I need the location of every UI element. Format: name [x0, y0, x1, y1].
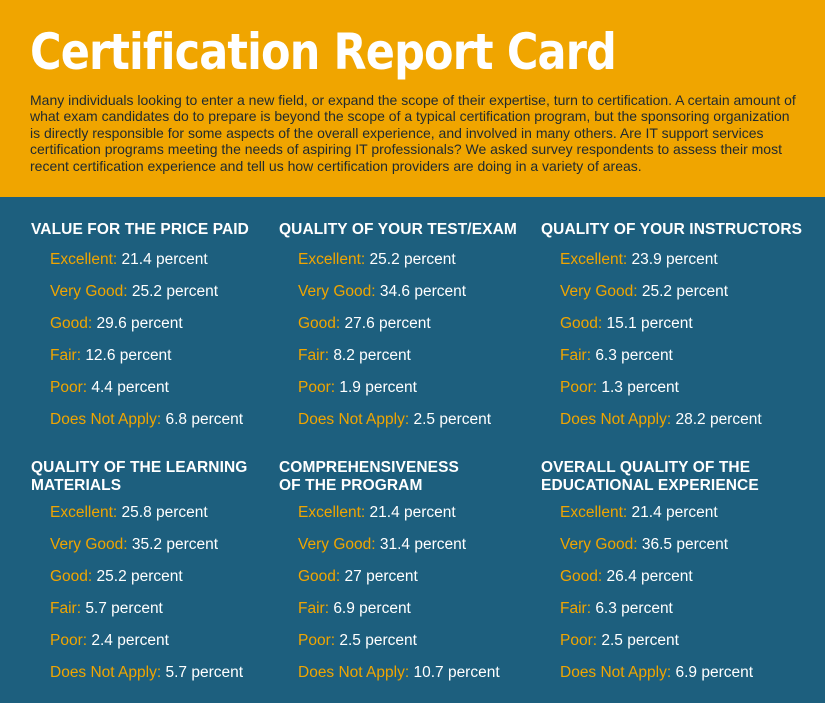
panel-heading	[31, 459, 321, 495]
header-banner	[0, 0, 825, 197]
rating-value: 25.2 percent	[131, 283, 219, 300]
survey-panel	[31, 221, 321, 428]
panel-heading	[279, 221, 569, 239]
rating-value: 2.5 percent	[601, 632, 679, 649]
rating-label: Fair:	[50, 600, 81, 617]
rating-row	[50, 282, 218, 302]
survey-panel	[31, 459, 321, 681]
rating-label: Excellent:	[560, 251, 628, 268]
rating-value: 26.4 percent	[606, 568, 693, 585]
rating-value: 2.5 percent	[413, 411, 492, 428]
rating-label: Very Good:	[560, 536, 638, 553]
rating-value: 25.8 percent	[121, 504, 208, 521]
rating-value: 1.3 percent	[601, 379, 679, 396]
page-title: Certification Report Card	[30, 23, 616, 81]
rating-value: 10.7 percent	[413, 664, 500, 681]
panel-heading	[31, 221, 321, 239]
rating-label: Does Not Apply:	[298, 664, 410, 681]
rating-value: 25.2 percent	[641, 283, 729, 300]
rating-row	[560, 567, 693, 587]
rating-row	[50, 663, 243, 683]
rating-row	[50, 599, 163, 619]
rating-row	[298, 503, 456, 523]
rating-label: Very Good:	[50, 283, 128, 300]
panel-heading-line: EDUCATIONAL EXPERIENCE	[541, 477, 759, 494]
rating-label: Fair:	[298, 600, 329, 617]
rating-value: 6.8 percent	[165, 411, 244, 428]
rating-label: Poor:	[298, 632, 336, 649]
rating-label: Poor:	[50, 632, 88, 649]
rating-row	[560, 535, 728, 555]
panel-heading-line: QUALITY OF THE LEARNING	[31, 459, 248, 476]
rating-value: 1.9 percent	[339, 379, 417, 396]
rating-row	[560, 346, 673, 366]
rating-value: 36.5 percent	[641, 536, 729, 553]
rating-label: Poor:	[298, 379, 336, 396]
rating-value: 31.4 percent	[379, 536, 467, 553]
rating-row	[50, 410, 243, 430]
rating-value: 6.3 percent	[595, 347, 673, 364]
rating-row	[560, 503, 718, 523]
rating-label: Does Not Apply:	[560, 411, 672, 428]
rating-value: 6.3 percent	[595, 600, 673, 617]
rating-row	[298, 250, 456, 270]
rating-row	[560, 250, 718, 270]
rating-label: Very Good:	[560, 283, 638, 300]
rating-value: 34.6 percent	[379, 283, 467, 300]
panel-heading-line: QUALITY OF YOUR TEST/EXAM	[279, 221, 517, 238]
rating-value: 6.9 percent	[675, 664, 754, 681]
panel-heading	[541, 459, 825, 495]
rating-value: 29.6 percent	[96, 315, 183, 332]
rating-value: 21.4 percent	[121, 251, 208, 268]
rating-row	[560, 631, 679, 651]
rating-row	[298, 535, 466, 555]
rating-label: Does Not Apply:	[298, 411, 410, 428]
rating-label: Excellent:	[298, 504, 366, 521]
rating-row	[560, 663, 753, 683]
rating-row	[560, 282, 728, 302]
rating-label: Poor:	[50, 379, 88, 396]
rating-row	[50, 535, 218, 555]
rating-row	[298, 567, 418, 587]
rating-label: Does Not Apply:	[50, 411, 162, 428]
rating-value: 5.7 percent	[85, 600, 163, 617]
rating-value: 27.6 percent	[344, 315, 431, 332]
rating-label: Poor:	[560, 632, 598, 649]
rating-label: Excellent:	[50, 251, 118, 268]
rating-label: Fair:	[298, 347, 329, 364]
rating-row	[50, 250, 208, 270]
rating-label: Very Good:	[298, 283, 376, 300]
rating-label: Fair:	[50, 347, 81, 364]
rating-label: Good:	[560, 568, 603, 585]
rating-label: Poor:	[560, 379, 598, 396]
rating-label: Good:	[560, 315, 603, 332]
rating-label: Very Good:	[50, 536, 128, 553]
rating-value: 27 percent	[344, 568, 418, 585]
rating-label: Does Not Apply:	[560, 664, 672, 681]
rating-row	[50, 567, 183, 587]
rating-value: 21.4 percent	[631, 504, 718, 521]
rating-value: 28.2 percent	[675, 411, 762, 428]
rating-value: 6.9 percent	[333, 600, 411, 617]
rating-value: 35.2 percent	[131, 536, 219, 553]
panel-heading-line: COMPREHENSIVENESS	[279, 459, 459, 476]
rating-label: Fair:	[560, 600, 591, 617]
rating-row	[50, 503, 208, 523]
rating-row	[50, 314, 183, 334]
rating-value: 2.5 percent	[339, 632, 417, 649]
rating-value: 8.2 percent	[333, 347, 411, 364]
rating-label: Good:	[298, 315, 341, 332]
rating-row	[298, 663, 500, 683]
panel-heading-line: OF THE PROGRAM	[279, 477, 423, 494]
rating-value: 4.4 percent	[91, 379, 169, 396]
panel-heading-line: OVERALL QUALITY OF THE	[541, 459, 751, 476]
intro-paragraph: Many individuals looking to enter a new field, or expand the scope of their expertise, turn to certification. A certain amount of what exam candidates do to prepare is beyond the scope of a typical certification program, but the sponsoring organization is directly responsible for some aspects of the overall experience, and involved in many others. Are IT support services certification programs meeting the needs of aspiring IT professionals? We asked survey respondents to assess their most recent certification experience and tell us how certification providers are doing in a variety of areas.	[30, 92, 796, 174]
rating-row	[560, 410, 762, 430]
rating-label: Good:	[50, 315, 93, 332]
rating-row	[298, 378, 417, 398]
rating-label: Very Good:	[298, 536, 376, 553]
survey-panel	[541, 221, 825, 428]
rating-label: Excellent:	[50, 504, 118, 521]
rating-row	[50, 346, 172, 366]
rating-row	[298, 346, 411, 366]
rating-row	[560, 314, 693, 334]
rating-value: 21.4 percent	[369, 504, 456, 521]
rating-value: 5.7 percent	[165, 664, 244, 681]
rating-label: Good:	[50, 568, 93, 585]
survey-panel	[541, 459, 825, 681]
rating-row	[560, 599, 673, 619]
rating-label: Does Not Apply:	[50, 664, 162, 681]
rating-value: 2.4 percent	[91, 632, 169, 649]
rating-row	[298, 410, 491, 430]
rating-row	[298, 314, 431, 334]
rating-label: Excellent:	[298, 251, 366, 268]
rating-row	[50, 631, 169, 651]
rating-label: Fair:	[560, 347, 591, 364]
rating-label: Excellent:	[560, 504, 628, 521]
rating-value: 25.2 percent	[96, 568, 183, 585]
rating-value: 12.6 percent	[85, 347, 172, 364]
rating-value: 15.1 percent	[606, 315, 693, 332]
survey-panel	[279, 459, 569, 681]
survey-panel	[279, 221, 569, 428]
panel-heading-line: QUALITY OF YOUR INSTRUCTORS	[541, 221, 803, 238]
rating-row	[298, 599, 411, 619]
rating-row	[50, 378, 169, 398]
panel-heading	[541, 221, 825, 239]
panel-heading-line: VALUE FOR THE PRICE PAID	[31, 221, 249, 238]
panel-heading-line: MATERIALS	[31, 477, 122, 494]
rating-value: 25.2 percent	[369, 251, 456, 268]
rating-label: Good:	[298, 568, 341, 585]
rating-value: 23.9 percent	[631, 251, 718, 268]
rating-row	[560, 378, 679, 398]
panel-heading	[279, 459, 569, 495]
rating-row	[298, 631, 417, 651]
rating-row	[298, 282, 466, 302]
